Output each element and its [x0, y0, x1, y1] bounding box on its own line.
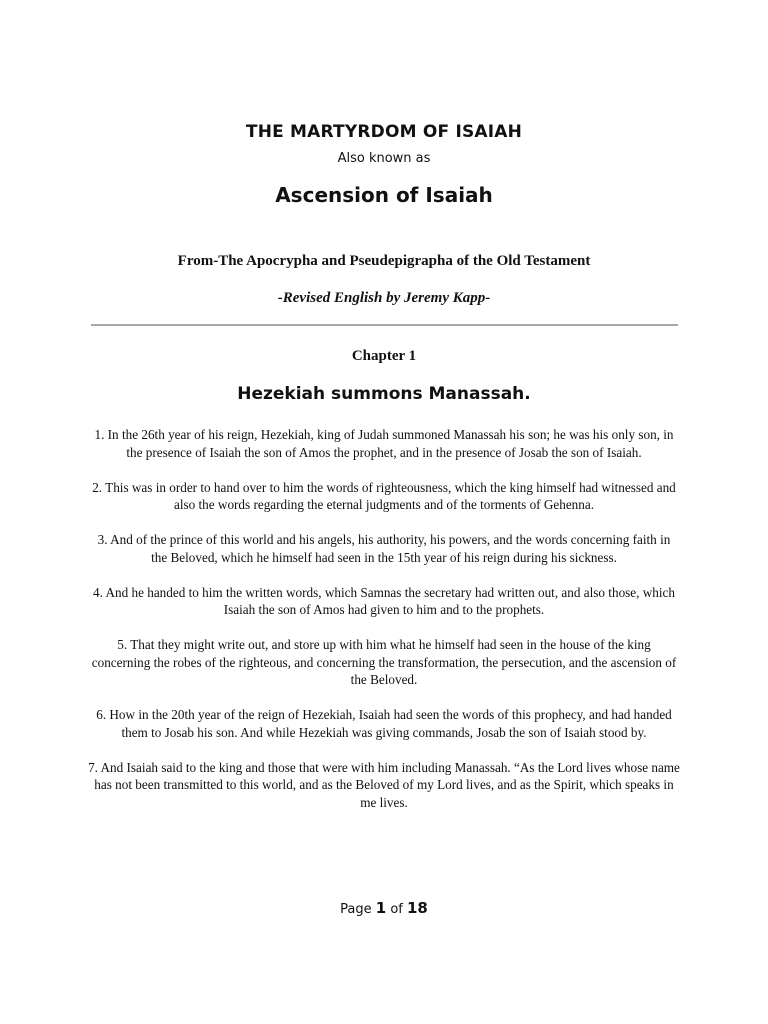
total-pages-number: 18 [407, 899, 428, 917]
page-label: Page [340, 902, 372, 917]
reviser-line: -Revised English by Jeremy Kapp- [277, 290, 491, 306]
chapter-heading: Hezekiah summons Manassah. [237, 384, 531, 404]
chapter-title: Chapter 1 [351, 348, 417, 364]
document-subtitle: Ascension of Isaiah [275, 183, 493, 207]
also-known-as-label: Also known as [337, 151, 431, 166]
page-footer [0, 899, 768, 917]
of-label: of [390, 902, 403, 917]
verse-paragraph: 3. And of the prince of this world and his angels, his authority, his powers, and the words concerning faith in the Beloved, which he himself had seen in the 15th year of his reign during his sickness. [97, 532, 671, 565]
verse-paragraph: 4. And he handed to him the written words, which Samnas the secretary had written out, and also those, which Isaiah the son of Amos had given to him and to the prophets. [93, 584, 675, 617]
verse-paragraph: 5. That they might write out, and store up with him what he himself had seen in the house of the king concerning the robes of the righteous, and concerning the transformation, the persecution, and the ascension of the Beloved. [91, 637, 677, 687]
current-page-number: 1 [375, 899, 387, 917]
source-line: From-The Apocrypha and Pseudepigrapha of the Old Testament [177, 253, 591, 269]
horizontal-divider [91, 324, 678, 326]
document-title: THE MARTYRDOM OF ISAIAH [245, 122, 523, 142]
verse-paragraph: 6. How in the 20th year of the reign of Hezekiah, Isaiah had seen the words of this prophecy, and had handed them to Josab his son. And while Hezekiah was giving commands, Josab the son of Isaiah stood by. [96, 707, 672, 740]
verse-paragraph: 7. And Isaiah said to the king and those that were with him including Manassah. “As the Lord lives whose name has not been transmitted to this world, and as the Beloved of my Lord lives, and as the Spirit, which speaks in me lives. [88, 759, 680, 810]
verse-paragraph: 1. In the 26th year of his reign, Hezekiah, king of Judah summoned Manassah his son; he was his only son, in the presence of Isaiah the son of Amos the prophet, and in the presence of Josab the son of Isaiah. [94, 427, 674, 460]
verse-list [88, 426, 680, 829]
verse-paragraph: 2. This was in order to hand over to him the words of righteousness, which the king himself had witnessed and also the words regarding the eternal judgments and of the torments of Gehenna. [92, 479, 676, 512]
